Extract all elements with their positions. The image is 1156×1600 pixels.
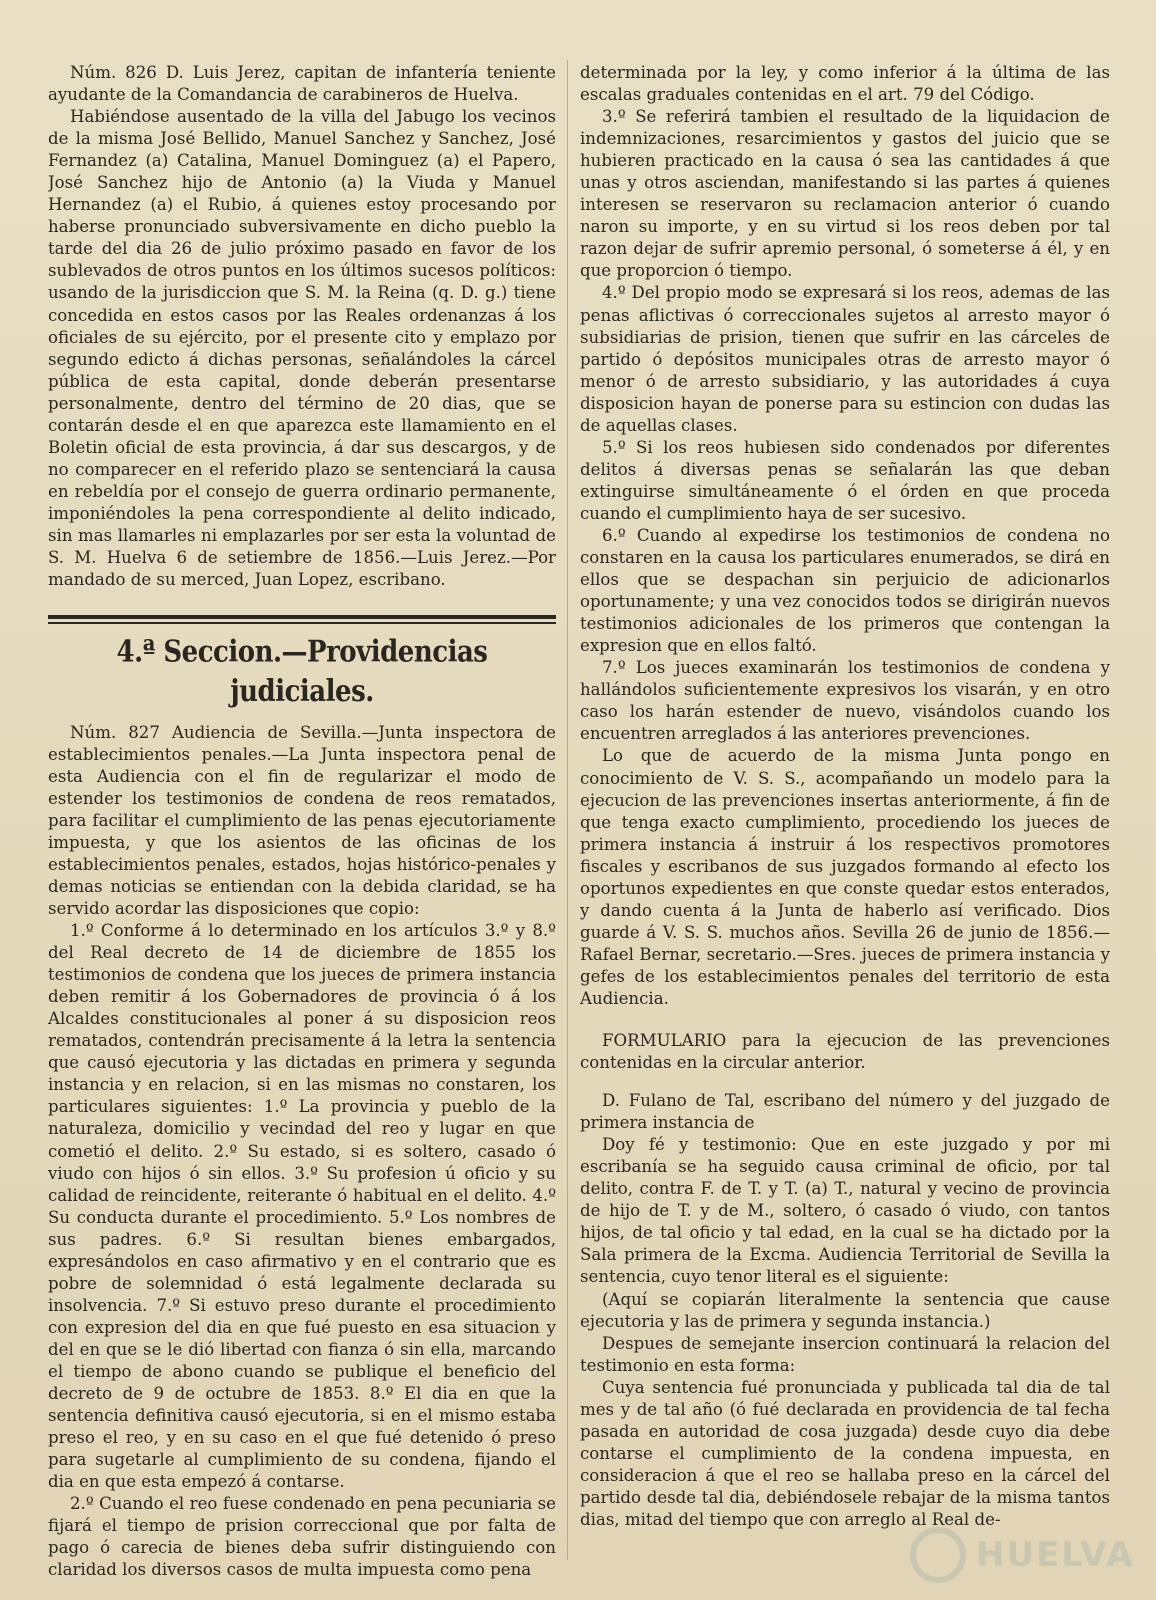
archive-watermark	[910, 1520, 1140, 1590]
notice-827-intro: Núm. 827 Audiencia de Sevilla.—Junta inspectora de establecimientos penales.—La Junta inspectora penal de esta Audiencia con el fin de regularizar el modo de estender los testimonios de condena de reos rematados, para facilitar el cumplimiento de las penas ejecutoriamente impuesta, y que los asientos de las oficinas de los establecimientos penales, estados, hojas histórico-penales y demas noticias se entiendan con la debida claridad, se ha servido acordar las disposiciones que copio:	[48, 722, 556, 918]
section-separator	[48, 615, 556, 624]
watermark-logo-icon	[910, 1527, 966, 1583]
left-column	[48, 62, 556, 1582]
article-2-continuation: determinada por la ley, y como inferior á la última de las escalas graduales contenidas en el art. 79 del Código.	[580, 63, 1110, 105]
formulario-heading: FORMULARIO para la ejecucion de las prevenciones contenidas en la circular anterior.	[580, 1031, 1110, 1073]
formulario-line-3: (Aquí se copiarán literalmente la sentencia que cause ejecutoria y las de primera y segunda instancia.)	[580, 1289, 1110, 1331]
formulario-line-2: Doy fé y testimonio: Que en este juzgado y por mi escribanía se ha seguido causa criminal de oficio, por tal delito, contra F. de T. y T. (a) T., natural y vecino de provincia de hijo de T. y de M., soltero, ó casado ó viudo, con tantos hijos, de tal oficio y tal edad, en la cual se ha dictado por la Sala primera de la Excma. Audiencia Territorial de Sevilla la sentencia, cuyo tenor literal es el siguiente:	[580, 1135, 1110, 1287]
article-4: 4.º Del propio modo se expresará si los reos, ademas de las penas aflictivas ó correccionales sujetos al arresto mayor ó subsidiarias de prision, tienen que sufrir en las cárceles de partido ó depósitos municipales otras de arresto mayor ó menor ó de arresto subsidiario, y las autoridades á cuya disposicion hayan de ponerse para su estincion con dudas las de aquellas clases.	[580, 283, 1110, 435]
closing-paragraph: Lo que de acuerdo de la misma Junta pongo en conocimiento de V. S. S., acompañando un modelo para la ejecucion de las prevenciones insertas anteriormente, á fin de que tenga exacto cumplimiento, procediendo los jueces de primera instancia á instruir á los respectivos promotores fiscales y escribanos de sus juzgados formando al efecto los oportunos expedientes en que conste quedar estos enterados, y dando cuenta á la Junta de haberlo así verificado. Dios guarde á V. S. S. muchos años. Sevilla 26 de junio de 1856.—Rafael Bernar, secretario.—Sres. jueces de primera instancia y gefes de los establecimientos penales del territorio de esta Audiencia.	[580, 746, 1110, 1008]
notice-827-article-2: 2.º Cuando el reo fuese condenado en pena pecuniaria se fijará el tiempo de prision correccional que por falta de pago ó carecia de bienes deba sufrir distinguiendo con claridad los diversos casos de multa impuesta como pena	[48, 1494, 556, 1580]
article-3: 3.º Se referirá tambien el resultado de la liquidacion de indemnizaciones, resarcimientos y gastos del juicio que se hubieren practicado en la causa ó sea las cantidades á que unas y otros asciendan, manifestando si las partes á quienes interesen se reservaron su reclamacion anterior ó cuando naron su importe, y en su virtud si los reos deben por tal razon dejar de sufrir apremio personal, ó someterse á él, y en que proporcion ó tiempo.	[580, 107, 1110, 281]
notice-826-heading: Núm. 826 D. Luis Jerez, capitan de infantería teniente ayudante de la Comandancia de carabineros de Huelva.	[48, 63, 556, 105]
watermark-text: HUELVA	[976, 1535, 1135, 1575]
separator-thick-rule	[48, 615, 556, 619]
section-title: 4.ª Seccion.—Providencias judiciales.	[116, 634, 488, 709]
notice-827-article-1: 1.º Conforme á lo determinado en los artículos 3.º y 8.º del Real decreto de 14 de diciembre de 1855 los testimonios de condena que los jueces de primera instancia deben remitir á los Gobernadores de provincia ó á los Alcaldes constitucionales al poner á su disposicion reos rematados, contendrán precisamente á la letra la sentencia que causó ejecutoria y las dictadas en primera y segunda instancia y en relacion, si en las mismas no constaren, los particulares siguientes: 1.º La provincia y pueblo de la naturaleza, domicilio y vecindad del reo y lugar en que cometió el delito. 2.º Su estado, si es soltero, casado ó viudo con hijos ó sin ellos. 3.º Su profesion ú oficio y su calidad de reincidente, reiterante ó habitual en el delito. 4.º Su conducta durante el procedimiento. 5.º Los nombres de sus padres. 6.º Si resultan bienes embargados, expresándolos en caso afirmativo y en el contrario que es pobre de solemnidad ó está legalmente declarada su insolvencia. 7.º Si estuvo preso durante el procedimiento con expresion del dia en que fué puesto en esa situacion y del en que se le dió libertad con fianza ó sin ella, marcando el tiempo de abono cuando se publique el beneficio del decreto de 9 de octubre de 1853. 8.º El dia en que la sentencia definitiva causó ejecutoria, si en el mismo estaba preso el reo, y en su caso en el que fué detenido ó preso para sugetarle al cumplimiento de su condena, fijando el dia en que esta empezó á contarse.	[48, 921, 556, 1492]
notice-826-body: Habiéndose ausentado de la villa del Jabugo los vecinos de la misma José Bellido, Manuel Sanchez y Sanchez, José Fernandez (a) Catalina, Manuel Dominguez (a) el Papero, José Sanchez hijo de Antonio (a) la Viuda y Manuel Hernandez (a) el Rubio, á quienes estoy procesando por haberse pronunciado subversivamente en dicho pueblo la tarde del dia 26 de julio próximo pasado en favor de los sublevados de otros puntos en los últimos sucesos políticos: usando de la jurisdiccion que S. M. la Reina (q. D. g.) tiene concedida en estos casos por las Reales ordenanzas á los oficiales de su ejército, por el presente cito y emplazo por segundo edicto á dichas personas, señalándoles la cárcel pública de esta capital, donde deberán presentarse personalmente, dentro del término de 20 dias, que se contarán desde el en que aparezca este llamamiento en el Boletin oficial de esta provincia, á dar sus descargos, y de no comparecer en el referido plazo se sentenciará la causa en rebeldía por el consejo de guerra ordinario permanente, imponiéndoles la pena correspondiente al delito indicado, sin mas llamarles ni emplazarles por ser esta la voluntad de S. M. Huelva 6 de setiembre de 1856.—Luis Jerez.—Por mandado de su merced, Juan Lopez, escribano.	[48, 107, 556, 590]
article-6: 6.º Cuando al expedirse los testimonios de condena no constaren en la causa los particulares enumerados, se dirá en ellos que se despachan sin perjuicio de adicionarlos oportunamente; y una vez conocidos todos se dirigirán nuevos testimonios adicionales de los primeros que contengan la expresion que en ellos faltó.	[580, 525, 1110, 656]
formulario-line-1: D. Fulano de Tal, escribano del número y del juzgado de primera instancia de	[580, 1091, 1110, 1133]
right-column	[580, 62, 1110, 1582]
article-5: 5.º Si los reos hubiesen sido condenados por diferentes delitos á diversas penas se señalarán las que deban extinguirse simultáneamente ó el órden en que proceda cuando el cumplimiento haya de ser sucesivo.	[580, 437, 1110, 523]
article-7: 7.º Los jueces examinarán los testimonios de condena y hallándolos suficientemente expresivos los visarán, y en otro caso los harán estender de nuevo, visándolos cuando los encuentren arreglados á las anteriores prevenciones.	[580, 658, 1110, 744]
formulario-line-4: Despues de semejante insercion continuará la relacion del testimonio en esta forma:	[580, 1333, 1110, 1375]
formulario-line-5: Cuya sentencia fué pronunciada y publicada tal dia de tal mes y de tal año (ó fué declarada en providencia de tal fecha pasada en autoridad de cosa juzgada) desde cuyo dia debe contarse el cumplimiento de la condena impuesta, en consideracion á que el reo se hallaba preso en la cárcel del partido desde tal dia, debiéndosele rebajar de la misma tantos dias, mitad del tiempo que con arreglo al Real de-	[580, 1377, 1110, 1529]
separator-thin-rule	[48, 622, 556, 624]
column-divider	[567, 60, 568, 1560]
